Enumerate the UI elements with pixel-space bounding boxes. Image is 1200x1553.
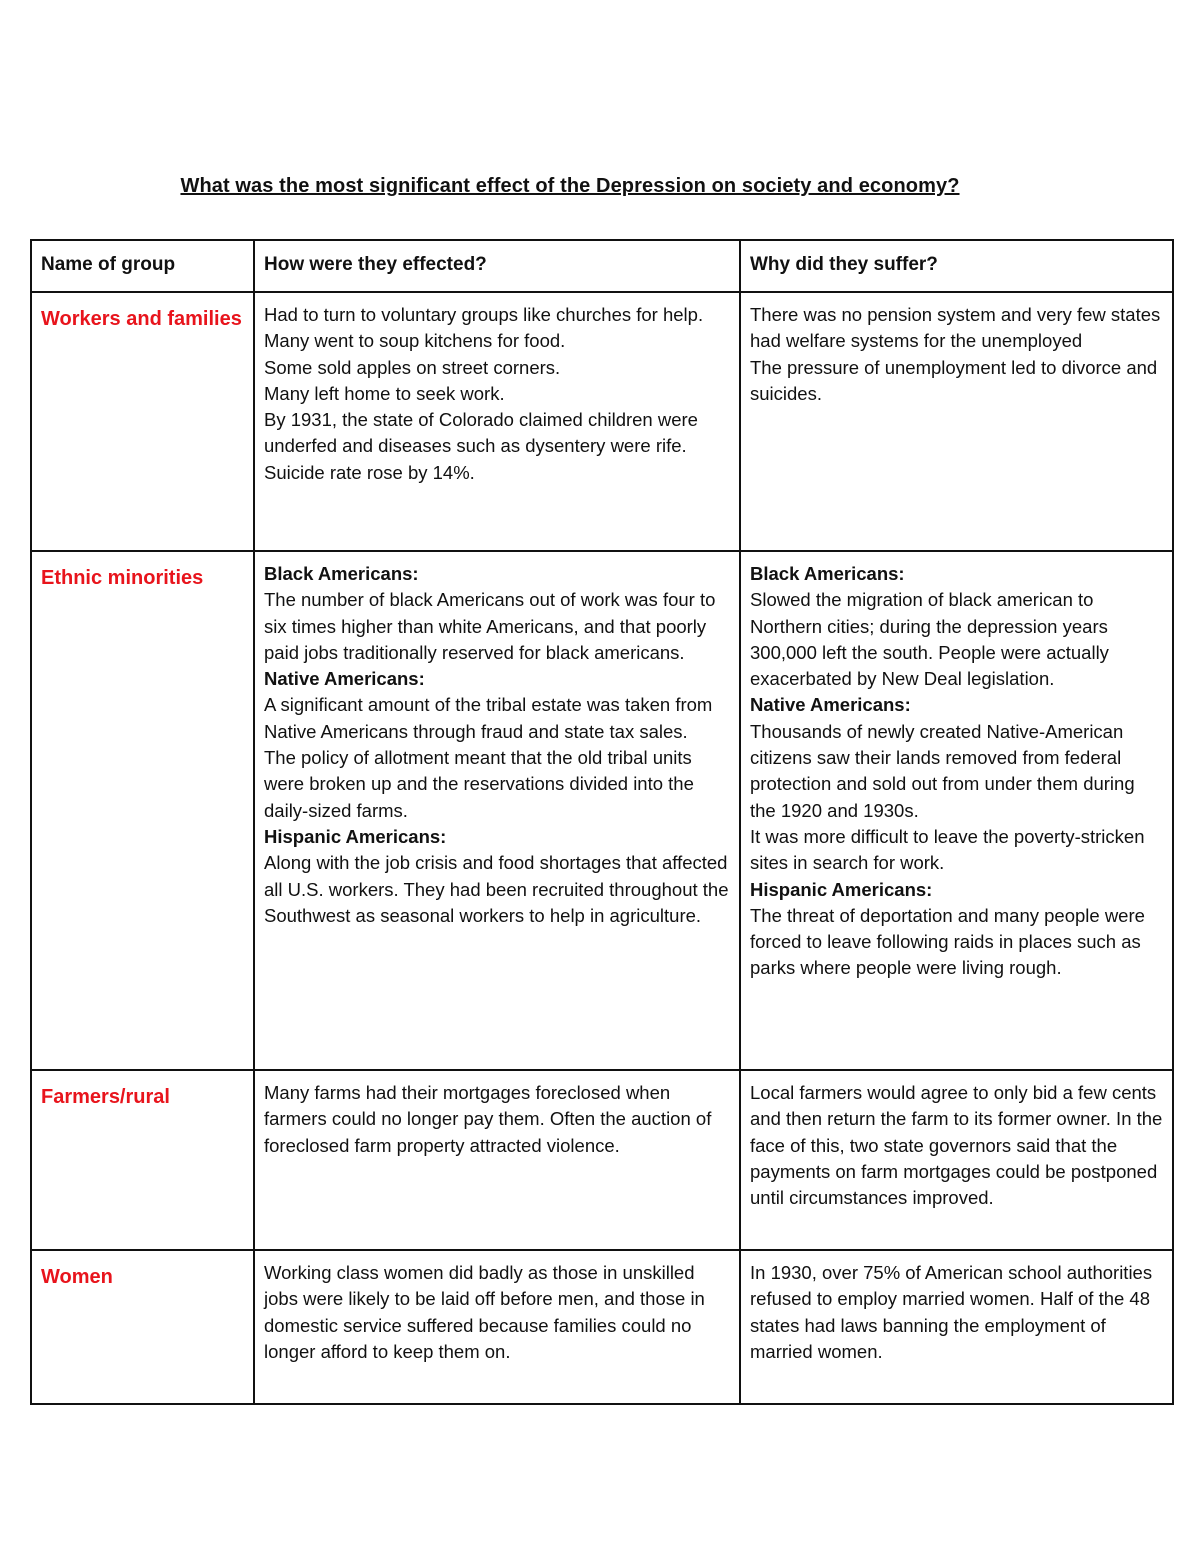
page-title: What was the most significant effect of the Depression on society and economy?	[180, 175, 960, 197]
reasons-cell-women: In 1930, over 75% of American school authorities refused to employ married women. Half of the 48 states had laws banning the employment of married women.	[740, 1250, 1173, 1404]
effects-cell-women: Working class women did badly as those in unskilled jobs were likely to be laid off before men, and those in domestic service suffered because families could no longer afford to keep them on.	[254, 1250, 740, 1404]
reason-text-native-americans: Thousands of newly created Native-American citizens saw their lands removed from federal protection and sold out from under them during the 1920 and 1930s.	[750, 720, 1135, 821]
reasons-cell-ethnic-minorities	[740, 551, 1173, 1070]
table-row-ethnic-minorities	[31, 551, 1173, 1070]
header-how-effected: How were they effected?	[254, 240, 740, 292]
reason-text-native-americans: It was more difficult to leave the poverty-stricken sites in search for work.	[750, 825, 1145, 874]
subheading-native-americans: Native Americans:	[264, 668, 425, 690]
effect-line: By 1931, the state of Colorado claimed children were underfed and diseases such as dysentery were rife.	[264, 409, 698, 457]
table-row-farmers	[31, 1070, 1173, 1250]
depression-effects-table	[30, 239, 1174, 1405]
effects-cell-workers	[254, 292, 740, 551]
header-name-of-group: Name of group	[31, 240, 254, 292]
reason-line: The pressure of unemployment led to divorce and suicides.	[750, 356, 1158, 404]
subheading-black-americans: Black Americans:	[750, 563, 905, 584]
effect-text-native-americans: A significant amount of the tribal estate was taken from Native Americans through fraud and state tax sales.	[264, 694, 713, 742]
effect-text-black-americans: The number of black Americans out of work was four to six times higher than white Americans, and that poorly paid jobs traditionally reserved for black americans.	[264, 589, 716, 663]
table-row-women	[31, 1250, 1173, 1404]
effect-line: Many left home to seek work.	[264, 382, 505, 404]
group-label-farmers: Farmers/rural	[31, 1070, 254, 1250]
effect-line: Some sold apples on street corners.	[264, 356, 561, 378]
subheading-black-americans: Black Americans:	[264, 563, 419, 584]
group-label-workers: Workers and families	[31, 292, 254, 551]
table-header-row	[31, 240, 1173, 292]
subheading-hispanic-americans: Hispanic Americans:	[750, 878, 933, 900]
effect-text-hispanic-americans: Along with the job crisis and food shortages that affected all U.S. workers. They had been recruited throughout the Southwest as seasonal workers to help in agriculture.	[264, 852, 729, 926]
subheading-native-americans: Native Americans:	[750, 694, 911, 716]
reasons-cell-farmers: Local farmers would agree to only bid a few cents and then return the farm to its former owner. In the face of this, two state governors said that the payments on farm mortgages could be postponed until circumstances improved.	[740, 1070, 1173, 1250]
effect-line: Had to turn to voluntary groups like churches for help.	[264, 304, 704, 325]
effects-cell-farmers: Many farms had their mortgages foreclosed when farmers could no longer pay them. Often the auction of foreclosed farm property attracted violence.	[254, 1070, 740, 1250]
reason-text-hispanic-americans: The threat of deportation and many people were forced to leave following raids in places such as parks where people were living rough.	[750, 904, 1145, 979]
table-row-workers	[31, 292, 1173, 551]
group-label-women: Women	[31, 1250, 254, 1404]
effect-line: Many went to soup kitchens for food.	[264, 330, 566, 352]
group-label-ethnic-minorities: Ethnic minorities	[31, 551, 254, 1070]
reasons-cell-workers	[740, 292, 1173, 551]
effects-cell-ethnic-minorities	[254, 551, 740, 1070]
reason-text-black-americans: Slowed the migration of black american to Northern cities; during the depression years 300,000 left the south. People were actually exacerbated by New Deal legislation.	[750, 589, 1109, 690]
reason-line: There was no pension system and very few states had welfare systems for the unemployed	[750, 304, 1161, 352]
effect-text-native-americans: The policy of allotment meant that the old tribal units were broken up and the reservations divided into the daily-sized farms.	[264, 747, 694, 821]
effect-line: Suicide rate rose by 14%.	[264, 461, 475, 483]
subheading-hispanic-americans: Hispanic Americans:	[264, 825, 447, 847]
header-why-suffer: Why did they suffer?	[740, 240, 1173, 292]
